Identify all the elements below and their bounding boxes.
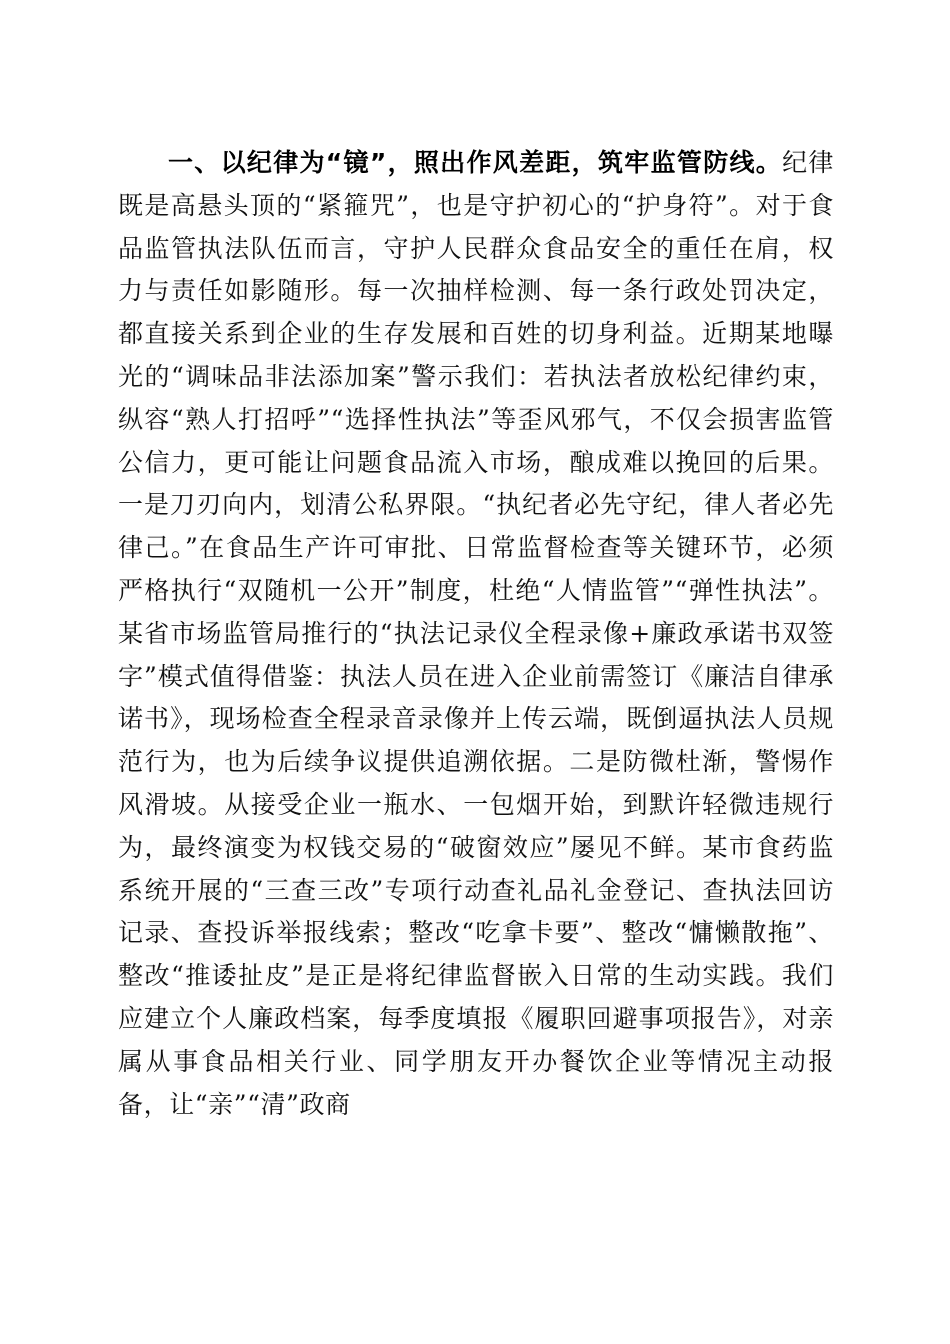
- section-heading: 一、以纪律为“镜”，照出作风差距，筑牢监管防线。: [168, 148, 783, 177]
- section-body-text: 纪律既是高悬头顶的“紧箍咒”，也是守护初心的“护身符”。对于食品监管执法队伍而言，守护人民群众食品安全的重任在肩，权力与责任如影随形。每一次抽样检测、每一条行政处罚决定，都直接关系到企业的生存发展和百姓的切身利益。近期某地曝光的“调味品非法添加案”警示我们：若执法者放松纪律约束，纵容“熟人打招呼”“选择性执法”等歪风邪气，不仅会损害监管公信力，更可能让问题食品流入市场，酿成难以挽回的后果。一是刀刃向内，划清公私界限。“执纪者必先守纪，律人者必先律己。”在食品生产许可审批、日常监督检查等关键环节，必须严格执行“双随机一公开”制度，杜绝“人情监管”“弹性执法”。某省市场监管局推行的“执法记录仪全程录像+廉政承诺书双签字”模式值得借鉴：执法人员在进入企业前需签订《廉洁自律承诺书》，现场检查全程录音录像并上传云端，既倒逼执法人员规范行为，也为后续争议提供追溯依据。二是防微杜渐，警惕作风滑坡。从接受企业一瓶水、一包烟开始，到默许轻微违规行为，最终演变为权钱交易的“破窗效应”屡见不鲜。某市食药监系统开展的“三查三改”专项行动查礼品礼金登记、查执法回访记录、查投诉举报线索；整改“吃拿卡要”、整改“慵懒散拖”、整改“推诿扯皮”是正是将纪律监督嵌入日常的生动实践。我们应建立个人廉政档案，每季度填报《履职回避事项报告》，对亲属从事食品相关行业、同学朋友开办餐饮企业等情况主动报备，让“亲”“清”政商: [118, 148, 834, 1119]
- body-paragraph: [118, 142, 834, 1126]
